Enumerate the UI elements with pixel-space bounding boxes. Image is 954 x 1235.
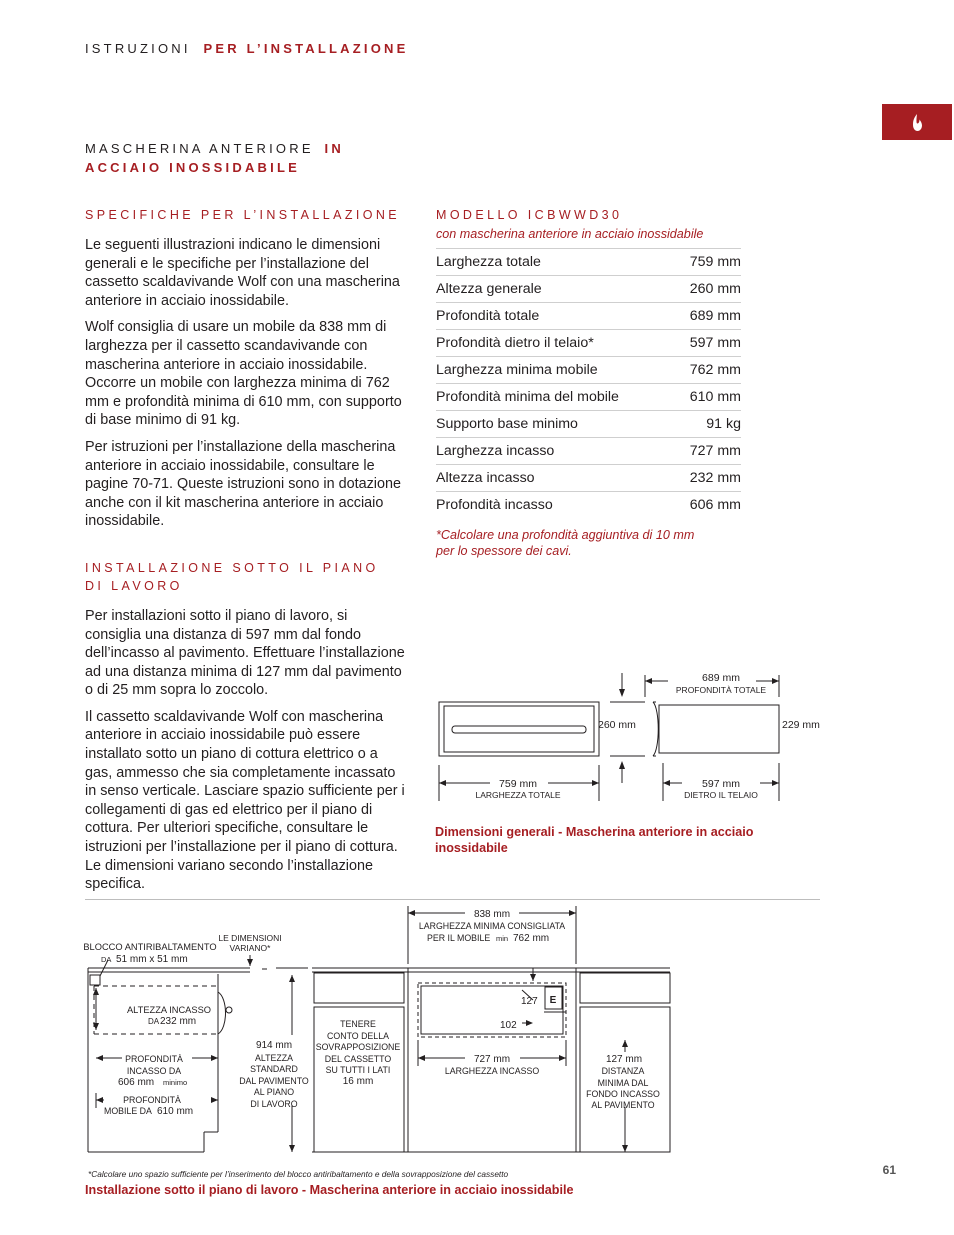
figure-2-caption: Installazione sotto il piano di lavoro - Mascherina anteriore in acciaio inossidabile — [85, 1183, 574, 1197]
spec-paragraph: Per istruzioni per l’installazione della mascherina anteriore in acciaio inossidabile, consultare le pagine 70-71. Queste istruzioni sono in dotazione anche con il kit mascherina anteriore in acciaio inossidabile. — [85, 438, 402, 530]
row-label: Profondità totale — [436, 303, 674, 330]
dim-102: 102 — [500, 1020, 517, 1031]
cutout-height-prefix: DA — [148, 1017, 160, 1026]
standard-height-label: STANDARD — [250, 1064, 298, 1074]
row-label: Altezza generale — [436, 276, 674, 303]
cutout-height-value: 232 mm — [160, 1016, 197, 1027]
cabinet-width-label: PER IL MOBILE — [427, 933, 491, 943]
standard-height-label: DI LAVORO — [250, 1099, 298, 1109]
floor-clearance-label: FONDO INCASSO — [586, 1089, 660, 1099]
width-value: 759 mm — [499, 778, 537, 790]
table-row — [436, 357, 741, 384]
spec-table — [436, 248, 741, 518]
overlap-value: 16 mm — [342, 1076, 374, 1087]
under-paragraph: Per installazioni sotto il piano di lavoro, si consiglia una distanza di 597 mm dal fondo dell’incasso al pavimento. Effettuare l’installazione ad una distanza minima di 127 mm dal pavimento o di 25 mm sopra lo zoccolo. — [85, 607, 405, 699]
cutout-height-label: ALTEZZA INCASSO — [126, 1005, 212, 1015]
drawer-front-panel — [444, 706, 594, 752]
row-label: Profondità minima del mobile — [436, 384, 674, 411]
flame-icon — [882, 104, 952, 140]
header-highlight: PER L’INSTALLAZIONE — [203, 41, 409, 56]
undercounter-installation-diagram — [80, 900, 680, 1168]
row-label: Profondità incasso — [436, 492, 674, 519]
cabinet-depth-label: PROFONDITÀ — [123, 1095, 181, 1105]
standard-height-label: AL PIANO — [253, 1087, 295, 1097]
cutout-width-label: LARGHEZZA INCASSO — [444, 1066, 540, 1076]
row-label: Larghezza minima mobile — [436, 357, 674, 384]
floor-clearance-label: DISTANZA — [601, 1066, 645, 1076]
e-marker: E — [549, 995, 557, 1006]
section-tab — [882, 104, 952, 140]
spec-paragraph: Le seguenti illustrazioni indicano le dimensioni generali e le specifiche per l’installazione del cassetto scaldavivande Wolf con una mascherina anteriore in acciaio inossidabile. — [85, 237, 400, 309]
cabinet-depth-value: 610 mm — [157, 1106, 194, 1117]
row-label: Larghezza totale — [436, 249, 674, 276]
row-label: Supporto base minimo — [436, 411, 674, 438]
row-value: 610 mm — [674, 384, 741, 411]
row-value: 762 mm — [674, 357, 741, 384]
left-column — [85, 206, 405, 902]
cabinet-width-min-value: 762 mm — [513, 933, 550, 944]
row-value: 606 mm — [674, 492, 741, 519]
table-row — [436, 411, 741, 438]
model-subheading: con mascherina anteriore in acciaio inossidabile — [436, 227, 704, 241]
overlap-label: SU TUTTI I LATI — [325, 1065, 391, 1075]
side-value: 229 mm — [782, 719, 820, 731]
section-title — [85, 139, 415, 177]
cutout-depth-value: 606 mm — [118, 1077, 155, 1088]
model-note-2: per lo spessore dei cavi. — [436, 544, 572, 558]
height-value: 260 mm — [598, 719, 636, 731]
page-number: 61 — [882, 1163, 896, 1177]
section-title-normal: MASCHERINA ANTERIORE — [85, 141, 314, 156]
row-value: 232 mm — [674, 465, 741, 492]
row-label: Altezza incasso — [436, 465, 674, 492]
anti-tip-block — [90, 975, 100, 985]
section-title-highlight-1: IN — [324, 141, 344, 156]
behind-label: DIETRO IL TELAIO — [684, 790, 758, 800]
drawer-handle — [452, 726, 586, 733]
depth-label: PROFONDITÀ TOTALE — [675, 685, 767, 695]
figure-1-caption-line-1: Dimensioni generali - Mascherina anteriore in acciaio — [435, 825, 754, 839]
row-value: 597 mm — [674, 330, 741, 357]
depth-value: 689 mm — [702, 672, 740, 684]
table-row — [436, 438, 741, 465]
spec-heading: SPECIFICHE PER L’INSTALLAZIONE — [85, 208, 401, 222]
cabinet-width-value: 838 mm — [473, 909, 511, 920]
anti-tip-size: 51 mm x 51 mm — [116, 954, 188, 965]
standard-height-label: ALTEZZA — [255, 1053, 293, 1063]
header-prefix: ISTRUZIONI — [85, 41, 191, 56]
page-header — [85, 41, 409, 56]
standard-height-value: 914 mm — [255, 1040, 293, 1051]
under-heading-1: INSTALLAZIONE SOTTO IL PIANO — [85, 560, 379, 575]
table-row — [436, 384, 741, 411]
figure-1-caption-line-2: inossidabile — [435, 841, 508, 855]
table-row — [436, 492, 741, 519]
overlap-label: CONTO DELLA — [327, 1031, 389, 1041]
floor-clearance-label: AL PAVIMENTO — [591, 1100, 655, 1110]
drawer-cutout — [418, 983, 566, 1037]
drawer-body-side — [659, 705, 779, 753]
dimensions-vary-label: VARIANO* — [229, 943, 271, 953]
overlap-label: DEL CASSETTO — [324, 1054, 392, 1064]
upper-panel-right — [580, 973, 670, 1003]
cutout-depth-label: PROFONDITÀ — [125, 1054, 183, 1064]
model-note-1: *Calcolare una profondità aggiuntiva di 10 mm — [436, 528, 695, 542]
table-row — [436, 303, 741, 330]
row-value: 727 mm — [674, 438, 741, 465]
row-value: 689 mm — [674, 303, 741, 330]
spec-paragraph: Wolf consiglia di usare un mobile da 838 mm di larghezza per il cassetto scandavivande con mascherina anteriore in acciaio inossidabile. Occorre un mobile con larghezza minima di 762 mm e profondità minima di 610 mm, con supporto di base minimo di 91 kg. — [85, 319, 402, 429]
table-row — [436, 249, 741, 276]
row-value: 759 mm — [674, 249, 741, 276]
drawer-outline — [421, 986, 563, 1034]
under-paragraph: Il cassetto scaldavivande Wolf con mascherina anteriore in acciaio inossidabile può essere installato sotto un piano di cottura elettrico o a gas, ammesso che sia completamente incassato in senso verticale. Lasciare spazio sufficiente per i collegamenti di gas ed elettrico per il piano di cottura. Per ulteriori specifiche, consultare le istruzioni per l’installazione per il piano di cottura. Le dimensioni variano secondo l’installazione specifica. — [85, 708, 405, 893]
behind-value: 597 mm — [702, 778, 740, 790]
cabinet-depth-prefix: MOBILE DA — [104, 1106, 152, 1116]
section-title-highlight-2: ACCIAIO INOSSIDABILE — [85, 160, 300, 175]
floor-clearance-value: 127 mm — [605, 1054, 643, 1065]
anti-tip-size-prefix: DA — [101, 955, 112, 964]
row-label: Profondità dietro il telaio* — [436, 330, 674, 357]
upper-panel-left — [314, 973, 404, 1003]
standard-height-label: DAL PAVIMENTO — [239, 1076, 309, 1086]
overlap-label: TENERE — [340, 1019, 376, 1029]
table-row — [436, 330, 741, 357]
table-row — [436, 276, 741, 303]
figure-2-footnote: *Calcolare uno spazio sufficiente per l’inserimento del blocco antiribaltamento e della sovrapposizione del cassetto — [88, 1169, 509, 1179]
floor-clearance-label: MINIMA DAL — [597, 1078, 649, 1088]
dimensions-vary-label: LE DIMENSIONI — [218, 933, 282, 943]
under-heading-2: DI LAVORO — [85, 578, 183, 593]
table-row — [436, 465, 741, 492]
width-label: LARGHEZZA TOTALE — [475, 790, 561, 800]
anti-tip-label: BLOCCO ANTIRIBALTAMENTO — [83, 942, 217, 952]
dim-127: 127 — [521, 996, 538, 1007]
cabinet-width-min: min — [496, 934, 509, 943]
cutout-depth-min: minimo — [163, 1078, 188, 1087]
overlap-label: SOVRAPPOSIZIONE — [315, 1042, 401, 1052]
row-value: 91 kg — [674, 411, 741, 438]
row-value: 260 mm — [674, 276, 741, 303]
cabinet-width-label: LARGHEZZA MINIMA CONSIGLIATA — [418, 921, 566, 931]
model-heading: MODELLO ICBWWD30 — [436, 208, 623, 222]
drawer-front-outline — [439, 702, 599, 756]
overall-dimensions-diagram — [430, 665, 830, 810]
cutout-width-value: 727 mm — [473, 1054, 511, 1065]
row-label: Larghezza incasso — [436, 438, 674, 465]
cutout-depth-label: INCASSO DA — [126, 1066, 182, 1076]
figure-1-caption — [435, 824, 753, 856]
